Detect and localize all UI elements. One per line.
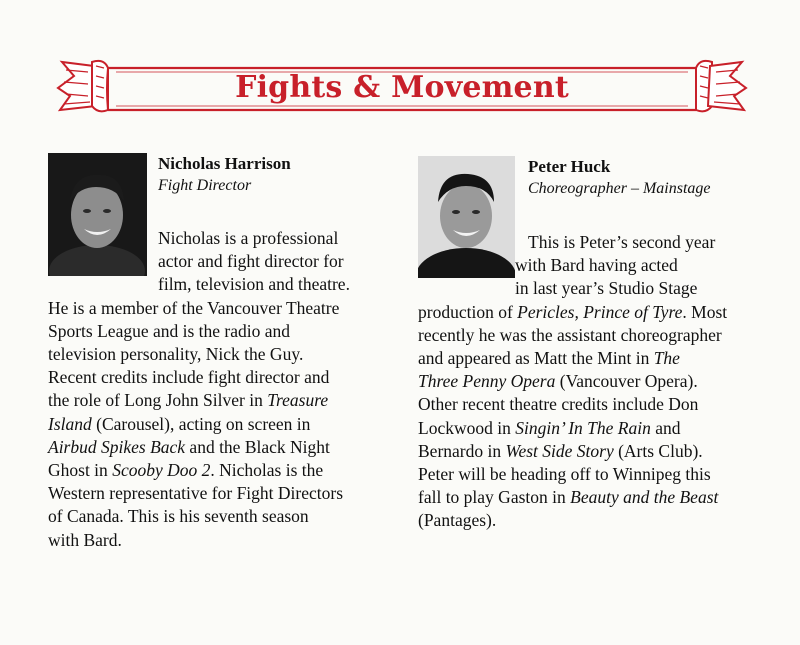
bio-text: and	[650, 417, 681, 438]
italic-title: Three Penny Opera	[418, 371, 556, 392]
bio-text: Recent credits include fight director and	[48, 367, 330, 388]
bio-text: Peter will be heading off to Winnipeg this	[418, 464, 711, 484]
italic-title: Treasure	[267, 390, 329, 411]
profile-role: Fight Director	[158, 177, 252, 194]
profile-name: Nicholas Harrison	[158, 154, 291, 173]
bio-line	[515, 277, 697, 300]
bio-text: Bernardo in	[418, 440, 506, 461]
bio-line	[48, 366, 329, 389]
bio-text: Ghost in	[48, 460, 113, 480]
headshot-peter-huck	[418, 156, 515, 278]
bio-line	[515, 254, 678, 277]
bio-text: in last year’s Studio Stage	[515, 278, 698, 299]
bio-line	[418, 324, 722, 347]
bio-text: (Pantages).	[418, 510, 497, 531]
bio-text: television personality, Nick the Guy.	[48, 344, 304, 364]
bio-line	[158, 250, 344, 273]
bio-text: Sports League and is the radio and	[48, 320, 291, 341]
italic-title: Pericles, Prince of Tyre	[517, 301, 683, 322]
bio-line	[418, 417, 681, 440]
bio-line	[48, 320, 290, 343]
bio-line	[528, 231, 715, 254]
bio-text: with Bard.	[48, 529, 122, 550]
bio-line	[48, 459, 323, 482]
bio-text: production of	[418, 301, 518, 322]
bio-line	[48, 413, 310, 436]
bio-line	[418, 393, 698, 416]
bio-text: recently he was the assistant choreographer	[418, 324, 722, 345]
bio-line	[418, 347, 680, 370]
headshot-nicholas-harrison	[48, 153, 147, 276]
bio-text: Lockwood in	[418, 417, 516, 438]
italic-title: Island	[48, 413, 92, 434]
bio-text: and the Black Night	[185, 436, 330, 457]
bio-text: actor and fight director for	[158, 251, 344, 272]
bio-line	[418, 370, 698, 393]
bio-text: . Nicholas is the	[210, 460, 324, 480]
bio-line	[48, 297, 339, 320]
bio-text: film, television and theatre.	[158, 274, 350, 295]
bio-line	[48, 505, 309, 528]
profile-name: Peter Huck	[528, 157, 611, 176]
bio-line	[418, 509, 496, 532]
bio-line	[48, 436, 330, 459]
bio-text: Nicholas is a professional	[158, 228, 339, 248]
bio-line	[158, 227, 338, 250]
italic-title: Airbud Spikes Back	[48, 436, 186, 457]
bio-line	[418, 463, 711, 486]
italic-title: Scooby Doo 2	[112, 460, 211, 480]
bio-text: This is Peter’s second year	[528, 232, 716, 252]
portrait-photo-icon	[48, 153, 147, 276]
italic-title: Singin’ In The Rain	[515, 417, 651, 438]
bio-text: (Arts Club).	[613, 440, 703, 461]
bio-line	[418, 486, 718, 509]
bio-line	[418, 440, 703, 463]
title-banner	[52, 52, 752, 122]
italic-title: Beauty and the Beast	[570, 487, 719, 508]
bio-text: (Vancouver Opera).	[555, 371, 698, 392]
bio-text: fall to play Gaston in	[418, 487, 571, 508]
bio-text: He is a member of the Vancouver Theatre	[48, 297, 340, 318]
bio-text: Western representative for Fight Directors	[48, 483, 344, 504]
bio-line	[48, 343, 303, 366]
bio-text: of Canada. This is his seventh season	[48, 506, 309, 527]
bio-line	[48, 529, 122, 552]
profile-role: Choreographer – Mainstage	[528, 180, 711, 197]
bio-line	[418, 301, 727, 324]
italic-title: West Side Story	[505, 440, 614, 461]
bio-line	[158, 273, 350, 296]
italic-title: The	[653, 348, 680, 368]
bio-text: . Most	[682, 301, 728, 322]
bio-text: and appeared as Matt the Mint in	[418, 348, 654, 368]
bio-text: (Carousel), acting on screen in	[91, 413, 311, 434]
bio-text: with Bard having acted	[515, 255, 678, 276]
bio-line	[48, 389, 328, 412]
portrait-photo-icon	[418, 156, 515, 278]
page-title: Fights & Movement	[235, 70, 569, 105]
bio-text: Other recent theatre credits include Don	[418, 394, 699, 415]
bio-text: the role of Long John Silver in	[48, 390, 268, 411]
bio-line	[48, 482, 343, 505]
